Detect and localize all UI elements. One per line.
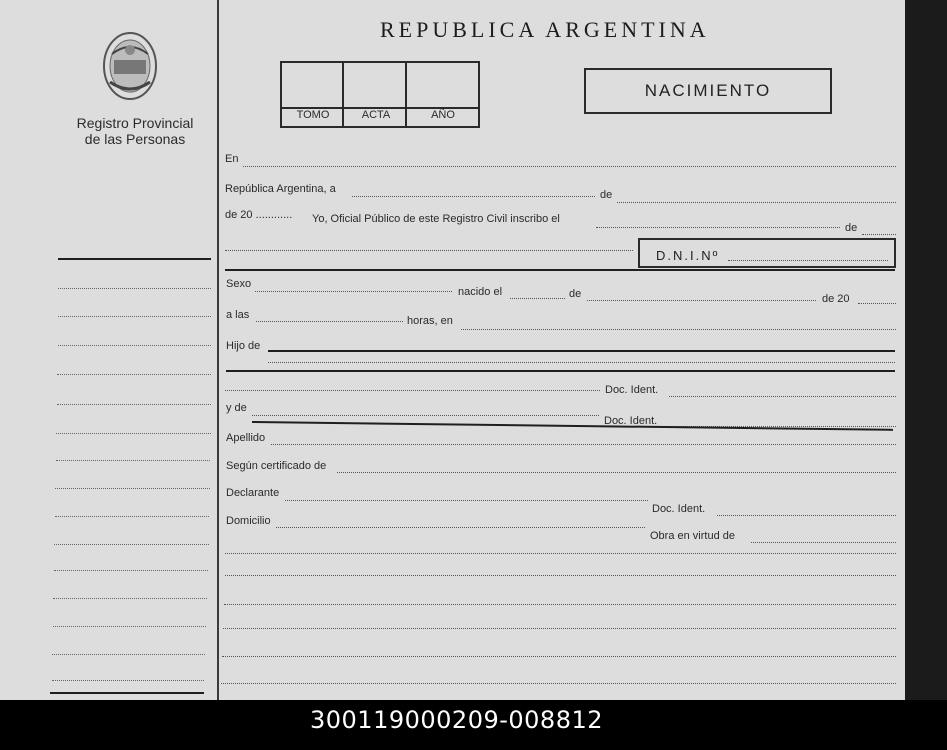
label-obra: Obra en virtud de [650, 530, 735, 542]
field-sexo[interactable] [255, 291, 452, 292]
barcode-id: 300119000209-008812 [310, 706, 604, 734]
margin-divider [217, 0, 219, 700]
label-en: En [225, 153, 239, 165]
field-obs-6[interactable] [221, 683, 896, 684]
label-de20b: de 20 [822, 293, 850, 305]
line-hijo [268, 350, 895, 352]
label-alas: a las [226, 309, 250, 321]
field-hijo[interactable] [268, 362, 895, 363]
field-continuation[interactable] [225, 250, 633, 251]
line-hijo-2 [226, 370, 895, 372]
scan-edge [905, 0, 947, 700]
field-domicilio[interactable] [276, 527, 645, 528]
label-de3: de [569, 288, 582, 300]
page-title: REPUBLICA ARGENTINA [380, 17, 710, 42]
label-declarante: Declarante [226, 487, 280, 499]
margin-line[interactable] [55, 516, 209, 517]
field-obs-5[interactable] [222, 656, 896, 657]
field-de2[interactable] [862, 234, 896, 235]
acta-label: ACTA [361, 109, 391, 121]
label-segun: Según certificado de [226, 460, 327, 472]
provincial-crest-icon [100, 30, 160, 102]
field-obs-2[interactable] [225, 575, 896, 576]
field-obs-4[interactable] [223, 628, 896, 629]
ano-label: AÑO [431, 109, 455, 121]
field-doc3[interactable] [717, 515, 896, 516]
label-de2: de [845, 222, 858, 234]
field-declarante[interactable] [285, 500, 648, 501]
field-hora[interactable] [256, 321, 403, 322]
margin-line[interactable] [56, 460, 210, 461]
field-dia[interactable] [352, 196, 595, 197]
label-doc1: Doc. Ident. [605, 384, 659, 396]
label-domicilio: Domicilio [226, 515, 271, 527]
label-nacido: nacido el [458, 286, 503, 298]
field-fecha-inscripcion[interactable] [596, 227, 840, 228]
section-divider-1 [225, 269, 895, 271]
label-doc3: Doc. Ident. [652, 503, 706, 515]
record-type-label: NACIMIENTO [644, 81, 772, 100]
label-de20: de 20 ............ [225, 209, 293, 221]
registry-name-line2: de las Personas [84, 131, 186, 147]
label-de1: de [600, 189, 613, 201]
margin-line[interactable] [52, 680, 204, 681]
label-apellido: Apellido [226, 432, 266, 444]
field-nacido-mes[interactable] [587, 300, 816, 301]
label-horas: horas, en [407, 315, 453, 327]
field-en[interactable] [243, 166, 896, 167]
margin-line[interactable] [55, 488, 210, 489]
field-nacido-dia[interactable] [510, 298, 565, 299]
margin-rule-top [58, 258, 211, 260]
registry-name [60, 115, 210, 147]
label-yo: Yo, Oficial Público de este Registro Civil inscribo el [312, 213, 560, 225]
margin-line[interactable] [52, 654, 205, 655]
field-apellido[interactable] [271, 444, 896, 445]
field-mes[interactable] [617, 202, 896, 203]
register-box [280, 61, 480, 128]
label-doc2: Doc. Ident. [604, 415, 658, 427]
label-hijo: Hijo de [226, 340, 261, 352]
tomo-label: TOMO [296, 109, 330, 121]
field-hijo-cont[interactable] [225, 390, 600, 391]
field-certificado[interactable] [337, 472, 896, 473]
label-republica: República Argentina, a [225, 183, 336, 195]
record-type-box [584, 68, 832, 114]
margin-line[interactable] [54, 570, 208, 571]
field-madre[interactable] [252, 415, 599, 416]
margin-line[interactable] [53, 598, 207, 599]
margin-line[interactable] [56, 433, 211, 434]
field-doc1[interactable] [669, 396, 896, 397]
field-obs-1[interactable] [225, 553, 896, 554]
label-sexo: Sexo [226, 278, 252, 290]
field-lugar[interactable] [461, 329, 896, 330]
margin-line[interactable] [57, 374, 211, 375]
margin-line[interactable] [57, 404, 211, 405]
field-dni[interactable] [728, 260, 888, 261]
margin-line[interactable] [54, 544, 209, 545]
margin-line[interactable] [58, 316, 211, 317]
margin-line[interactable] [58, 288, 211, 289]
margin-line[interactable] [58, 345, 211, 346]
dni-label: D.N.I.Nº [656, 248, 720, 263]
margin-rule-bottom [50, 692, 204, 694]
margin-line[interactable] [53, 626, 206, 627]
field-obs-3[interactable] [224, 604, 896, 605]
field-nacido-ano[interactable] [858, 303, 896, 304]
registry-name-line1: Registro Provincial [76, 115, 194, 131]
field-obra[interactable] [751, 542, 896, 543]
label-yde: y de [226, 402, 247, 414]
